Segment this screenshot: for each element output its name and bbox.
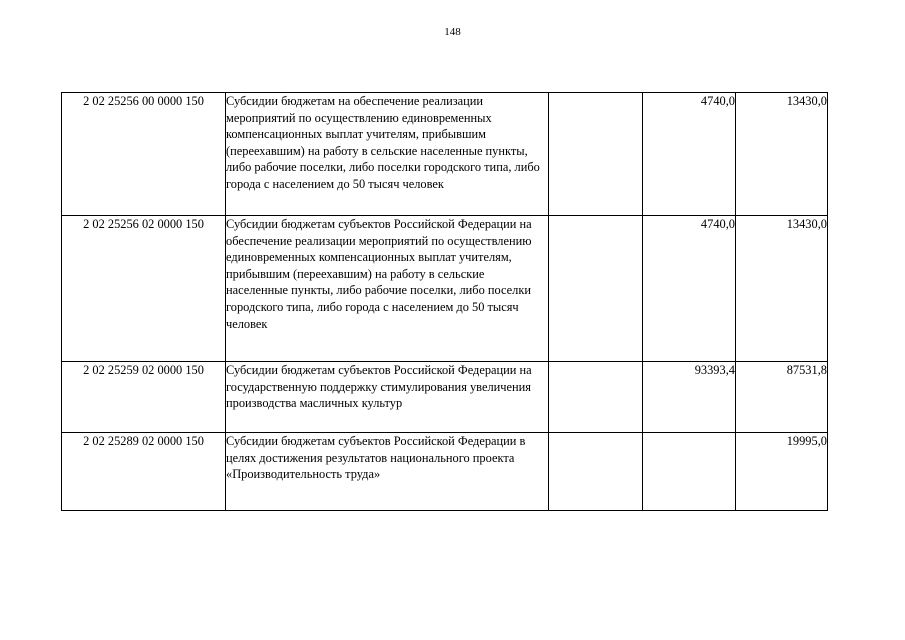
table-row bbox=[62, 433, 828, 511]
amount-cell-5: 13430,0 bbox=[736, 93, 828, 216]
budget-code: 2 02 25289 02 0000 150 bbox=[62, 433, 226, 511]
budget-table bbox=[61, 92, 828, 511]
budget-description: Субсидии бюджетам субъектов Российской Федерации на государственную поддержку стимулирования увеличения производства масличных культур bbox=[226, 362, 549, 433]
amount-cell-3 bbox=[549, 362, 643, 433]
amount-cell-4: 93393,4 bbox=[643, 362, 736, 433]
amount-cell-5: 87531,8 bbox=[736, 362, 828, 433]
amount-cell-5: 19995,0 bbox=[736, 433, 828, 511]
amount-cell-4 bbox=[643, 433, 736, 511]
amount-cell-4: 4740,0 bbox=[643, 93, 736, 216]
amount-cell-3 bbox=[549, 433, 643, 511]
budget-code: 2 02 25259 02 0000 150 bbox=[62, 362, 226, 433]
budget-code: 2 02 25256 02 0000 150 bbox=[62, 216, 226, 362]
amount-cell-3 bbox=[549, 216, 643, 362]
budget-description: Субсидии бюджетам субъектов Российской Федерации на обеспечение реализации мероприятий по осуществлению единовременных компенсационных выплат учителям, прибывшим (переехавшим) на работу в сельские населенные пункты, либо рабочие поселки, либо поселки городского типа, либо города с населением до 50 тысяч человек bbox=[226, 216, 549, 362]
amount-cell-4: 4740,0 bbox=[643, 216, 736, 362]
amount-cell-3 bbox=[549, 93, 643, 216]
table-row bbox=[62, 93, 828, 216]
budget-description: Субсидии бюджетам на обеспечение реализации мероприятий по осуществлению единовременных компенсационных выплат учителям, прибывшим (переехавшим) на работу в сельские населенные пункты, либо рабочие поселки, либо поселки городского типа, либо города с населением до 50 тысяч человек bbox=[226, 93, 549, 216]
amount-cell-5: 13430,0 bbox=[736, 216, 828, 362]
page-number: 148 bbox=[444, 26, 461, 38]
budget-code: 2 02 25256 00 0000 150 bbox=[62, 93, 226, 216]
budget-description: Субсидии бюджетам субъектов Российской Федерации в целях достижения результатов национального проекта «Производительность труда» bbox=[226, 433, 549, 511]
table-row bbox=[62, 362, 828, 433]
table-row bbox=[62, 216, 828, 362]
